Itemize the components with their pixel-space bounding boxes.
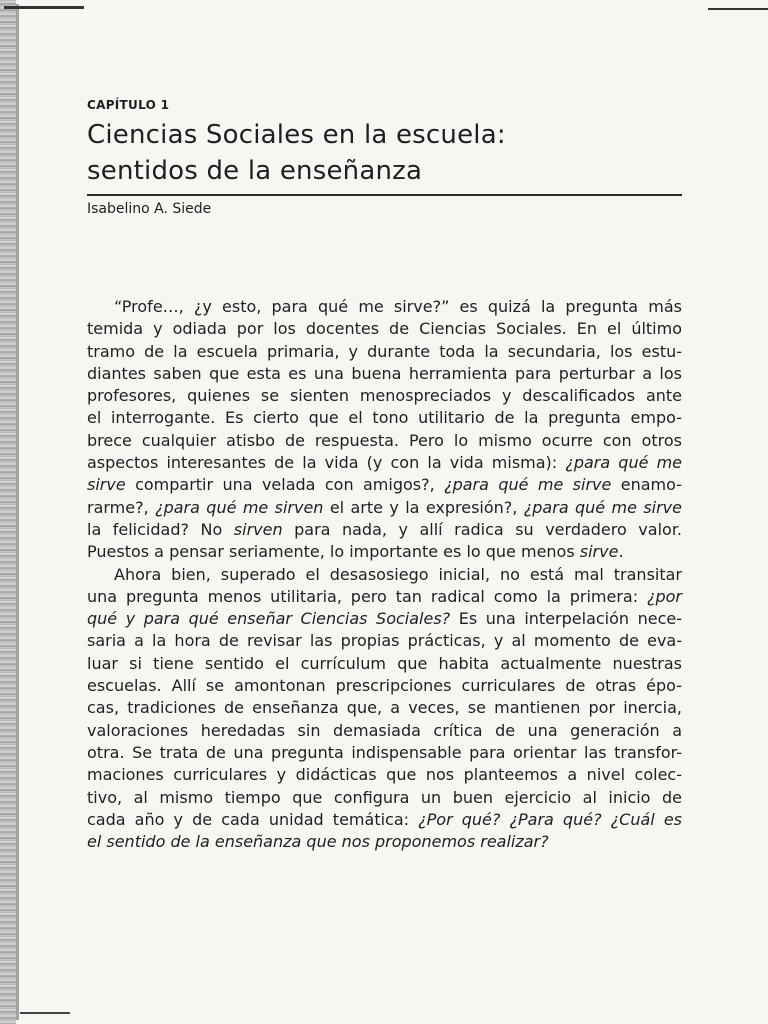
italic-text: ¿por xyxy=(646,586,682,606)
italic-text: ¿para qué me sirve xyxy=(444,475,612,495)
text-line xyxy=(87,675,682,697)
text-line xyxy=(87,564,682,586)
text-run: Puestos a pensar seriamente, lo importante es lo que menos xyxy=(87,542,580,562)
text-run: rarme?, xyxy=(87,497,156,517)
text-run: una pregunta menos utilitaria, pero tan radical como la primera: xyxy=(87,586,647,606)
text-run: el interrogante. Es cierto que el tono utilitario de la pregunta empo- xyxy=(87,408,682,428)
text-run: otra. Se trata de una pregunta indispensable para orientar las transfor- xyxy=(87,742,682,762)
italic-text: ¿Por qué? ¿Para qué? ¿Cuál es xyxy=(418,809,683,829)
text-line xyxy=(87,809,682,831)
text-run: tramo de la escuela primaria, y durante toda la secundaria, los estu- xyxy=(87,341,682,361)
text-run: compartir una velada con amigos?, xyxy=(125,475,445,495)
text-line xyxy=(87,586,682,608)
text-line xyxy=(87,363,682,385)
italic-text: el sentido de la enseñanza que nos proponemos realizar? xyxy=(87,832,549,852)
text-run: saria a la hora de revisar las propias prácticas, y al momento de eva- xyxy=(87,631,682,651)
text-run: profesores, quienes se sienten menospreciados y descalificados ante xyxy=(87,386,682,406)
text-line xyxy=(87,608,682,630)
text-line xyxy=(87,720,682,742)
italic-text: sirve xyxy=(579,542,619,562)
text-line xyxy=(87,742,682,764)
italic-text: sirven xyxy=(233,519,283,539)
text-run: escuelas. Allí se amontonan prescripciones curriculares de otras épo- xyxy=(87,676,682,696)
italic-text: ¿para qué me xyxy=(565,453,683,473)
title-rule xyxy=(87,194,682,196)
text-run: el arte y la expresión?, xyxy=(323,497,524,517)
text-run: Ahora bien, superado el desasosiego inicial, no está mal transitar xyxy=(114,564,682,584)
text-run: enamo- xyxy=(611,475,682,495)
text-line xyxy=(87,407,682,429)
text-line xyxy=(87,630,682,652)
text-line xyxy=(87,474,682,496)
scan-edge-mark xyxy=(4,6,84,9)
italic-text: ¿para qué me sirve xyxy=(523,497,682,517)
text-line xyxy=(87,296,682,318)
italic-text: ¿para qué me sirven xyxy=(155,497,324,517)
text-line xyxy=(87,653,682,675)
text-run: diantes saben que esta es una buena herramienta para perturbar a los xyxy=(87,363,682,383)
scan-binding-line xyxy=(16,4,19,1020)
text-run: cada año y de cada unidad temática: xyxy=(87,809,419,829)
text-run: para nada, y allí radica su verdadero valor. xyxy=(282,519,683,539)
text-run: . xyxy=(618,542,624,562)
text-run: valoraciones heredadas sin demasiada crítica de una generación a xyxy=(87,720,682,740)
italic-text: sirve xyxy=(87,475,126,495)
text-line xyxy=(87,430,682,452)
text-run: la felicidad? No xyxy=(87,519,234,539)
text-run: Es una interpelación nece- xyxy=(450,609,682,629)
text-line xyxy=(87,831,682,853)
text-line xyxy=(87,318,682,340)
text-line xyxy=(87,787,682,809)
text-line xyxy=(87,541,682,563)
text-line xyxy=(87,519,682,541)
chapter-title xyxy=(87,117,687,189)
paragraph-2 xyxy=(87,564,682,854)
paragraph-1 xyxy=(87,296,682,564)
scan-binding-edge xyxy=(0,0,16,1024)
text-line xyxy=(87,341,682,363)
scan-edge-mark-bottom xyxy=(20,1012,70,1014)
scan-edge-mark-right xyxy=(708,8,768,10)
text-line xyxy=(87,452,682,474)
text-line xyxy=(87,697,682,719)
text-line xyxy=(87,385,682,407)
text-run: aspectos interesantes de la vida (y con la vida misma): xyxy=(87,453,566,473)
chapter-body xyxy=(87,296,682,853)
chapter-title-line-2: sentidos de la enseñanza xyxy=(87,156,423,186)
text-run: luar si tiene sentido el currículum que habita actualmente nuestras xyxy=(87,653,682,673)
text-run: tivo, al mismo tiempo que configura un buen ejercicio al inicio de xyxy=(87,787,682,807)
chapter-label: CAPÍTULO 1 xyxy=(87,98,170,112)
author-name: Isabelino A. Siede xyxy=(87,201,212,217)
italic-text: qué y para qué enseñar Ciencias Sociales? xyxy=(87,609,451,629)
text-line xyxy=(87,764,682,786)
text-run: cas, tradiciones de enseñanza que, a veces, se mantienen por inercia, xyxy=(87,698,682,718)
chapter-title-line-1: Ciencias Sociales en la escuela: xyxy=(87,120,506,150)
text-run: temida y odiada por los docentes de Ciencias Sociales. En el último xyxy=(87,319,682,339)
text-run: brece cualquier atisbo de respuesta. Pero lo mismo ocurre con otros xyxy=(87,430,682,450)
text-run: “Profe…, ¿y esto, para qué me sirve?” es quizá la pregunta más xyxy=(114,297,682,316)
text-run: maciones curriculares y didácticas que nos planteemos a nivel colec- xyxy=(87,765,682,785)
text-line xyxy=(87,497,682,519)
